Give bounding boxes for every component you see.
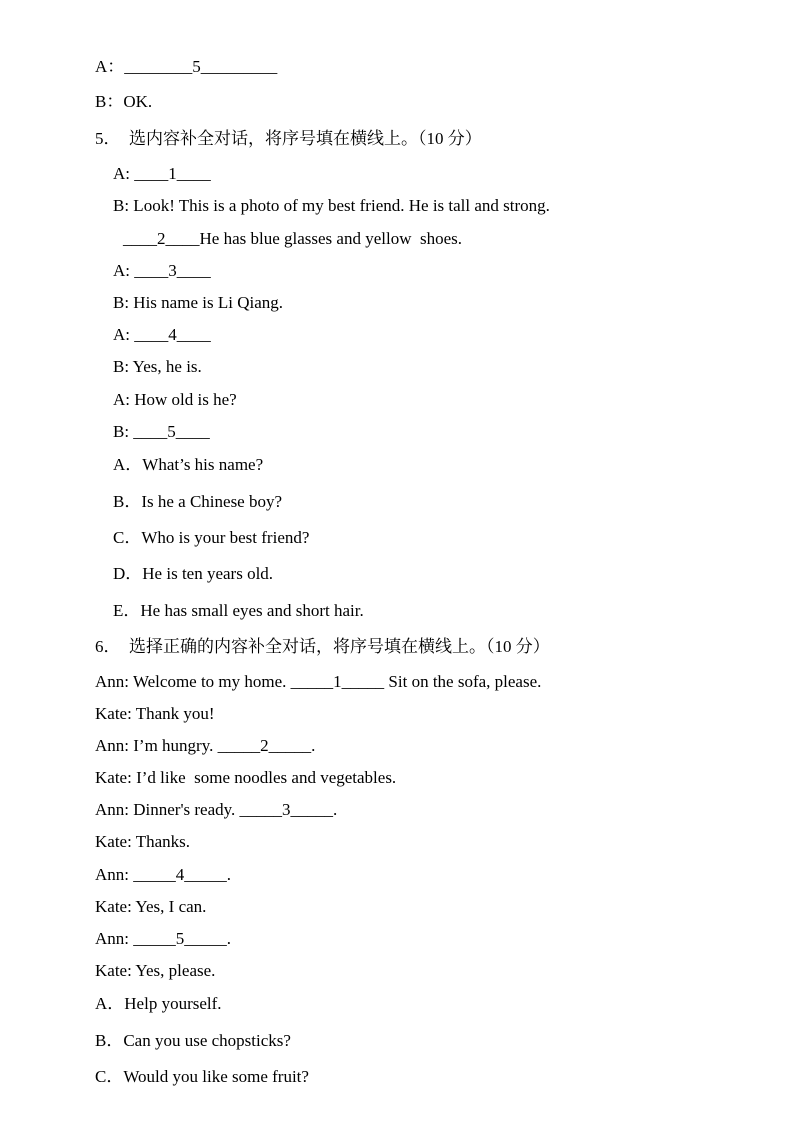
q5-heading: 5． 选内容补全对话，将序号填在横线上。（10 分） xyxy=(95,129,482,148)
q6-line-4: Kate: I’d like some noodles and vegetables. xyxy=(95,768,397,787)
q5-option-d: D．He is ten years old. xyxy=(113,564,274,583)
q6-line-7: Ann: _____4_____. xyxy=(95,865,231,884)
q6-line-2: Kate: Thank you! xyxy=(95,704,215,723)
q6-line-5: Ann: Dinner's ready. _____3_____. xyxy=(95,800,338,819)
q5-line-a4: A: ____4____ xyxy=(113,325,211,344)
q5-option-b: B．Is he a Chinese boy? xyxy=(113,492,283,511)
q6-line-9: Ann: _____5_____. xyxy=(95,929,231,948)
q5-line-a3: A: ____3____ xyxy=(113,261,211,280)
q6-line-10: Kate: Yes, please. xyxy=(95,961,216,980)
q6-line-6: Kate: Thanks. xyxy=(95,832,191,851)
q5-line-b4: B: Yes, he is. xyxy=(113,357,202,376)
q5-line-blank2: ____2____He has blue glasses and yellow shoes. xyxy=(123,229,463,248)
q5-line-b5: B: ____5____ xyxy=(113,422,210,441)
q5-line-a5: A: How old is he? xyxy=(113,390,237,409)
q6-option-b: B．Can you use chopsticks? xyxy=(95,1031,291,1050)
q6-line-1: Ann: Welcome to my home. _____1_____ Sit on the sofa, please. xyxy=(95,672,542,691)
q6-option-c: C．Would you like some fruit? xyxy=(95,1067,309,1086)
q5-line-b1: B: Look! This is a photo of my best friend. He is tall and strong. xyxy=(113,196,550,215)
q4-line-b: B：OK. xyxy=(95,92,153,111)
q6-option-a: A．Help yourself. xyxy=(95,994,222,1013)
q6-line-3: Ann: I’m hungry. _____2_____. xyxy=(95,736,316,755)
q5-line-b3: B: His name is Li Qiang. xyxy=(113,293,283,312)
q5-line-a1: A: ____1____ xyxy=(113,164,211,183)
q4-line-a: A：________5_________ xyxy=(95,57,278,76)
q5-option-e: E．He has small eyes and short hair. xyxy=(113,601,364,620)
q5-option-c: C．Who is your best friend? xyxy=(113,528,310,547)
q6-heading: 6． 选择正确的内容补全对话，将序号填在横线上。（10 分） xyxy=(95,637,550,656)
q6-line-8: Kate: Yes, I can. xyxy=(95,897,207,916)
q5-option-a: A．What’s his name? xyxy=(113,455,264,474)
